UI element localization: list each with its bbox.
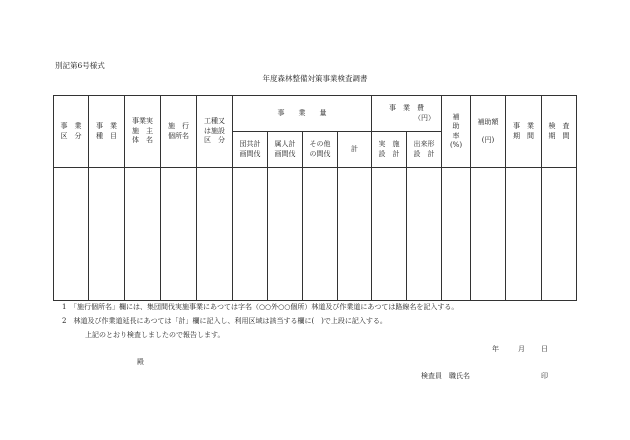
report-statement: 上記のとおり検査しましたので報告します。 [85, 331, 225, 339]
cell-koshu[interactable] [197, 168, 233, 301]
cell-jigyo-kikan[interactable] [506, 168, 542, 301]
header-en-unit: （円） [414, 113, 435, 122]
date-year: 年 [492, 345, 499, 353]
cell-hojogaku[interactable] [471, 168, 506, 301]
cell-jigyo-shumoku[interactable] [89, 168, 125, 301]
header-jigyo-kubun: 事 業 区 分 [54, 96, 89, 168]
cell-hojoritsu[interactable] [442, 168, 471, 301]
date-day: 日 [541, 345, 548, 353]
cell-kensa-kikan[interactable] [542, 168, 577, 301]
header-jigyohi: 事 業 費 （円） [372, 96, 442, 132]
header-jigyo-shumoku: 事 業 種 目 [89, 96, 125, 168]
header-dekigata: 出来形 設 計 [407, 132, 442, 168]
cell-dekigata[interactable] [407, 168, 442, 301]
cell-jigyo-kubun[interactable] [54, 168, 89, 301]
cell-seko-kasho[interactable] [161, 168, 197, 301]
header-jisshi-shutai: 事業実 施 主 体 名 [125, 96, 161, 168]
header-hojoritsu: 補 助 率 (%) [442, 96, 471, 168]
table-body-row [54, 168, 577, 301]
note-1: 1 「施行個所名」欄には、集団間伐実施事業にあつては字名（○○外○○個所）林道及び作業道にあつては路線名を記入する。 [62, 303, 459, 311]
inspector-name-label: 検査員 職氏名 [421, 372, 470, 380]
header-koshu: 工種又 は施設 区 分 [197, 96, 233, 168]
cell-jisshi-shutai[interactable] [125, 168, 161, 301]
cell-kei[interactable] [338, 168, 372, 301]
header-jisshi-sekkei: 実 施 設 計 [372, 132, 407, 168]
header-hojogaku: 補助額 (円) [471, 96, 506, 168]
header-kensa-kikan: 検 査 期 間 [542, 96, 577, 168]
form-number: 別記第6号様式 [55, 61, 105, 70]
inspection-table [53, 95, 576, 299]
addressee: 殿 [137, 358, 144, 366]
header-jigyoryo: 事 業 量 [233, 96, 372, 132]
header-sonota: その他 の間伐 [303, 132, 338, 168]
cell-sonota[interactable] [303, 168, 338, 301]
date-month: 月 [518, 345, 525, 353]
note-2: 2 林道及び作業道延長にあつては「計」欄に記入し、利用区域は該当する欄に( )で上段に記入する。 [62, 317, 387, 325]
header-dantai: 団共計 画間伐 [233, 132, 268, 168]
cell-dantai[interactable] [233, 168, 268, 301]
header-zokujin: 属人計 画間伐 [268, 132, 303, 168]
header-seko-kasho: 施 行 個所名 [161, 96, 197, 168]
seal-mark: 印 [541, 372, 548, 380]
document-title: 年度森林整備対策事業検査調書 [262, 74, 368, 83]
header-kei: 計 [338, 132, 372, 168]
cell-jisshi-sekkei[interactable] [372, 168, 407, 301]
cell-zokujin[interactable] [268, 168, 303, 301]
header-jigyo-kikan: 事 業 期 間 [506, 96, 542, 168]
